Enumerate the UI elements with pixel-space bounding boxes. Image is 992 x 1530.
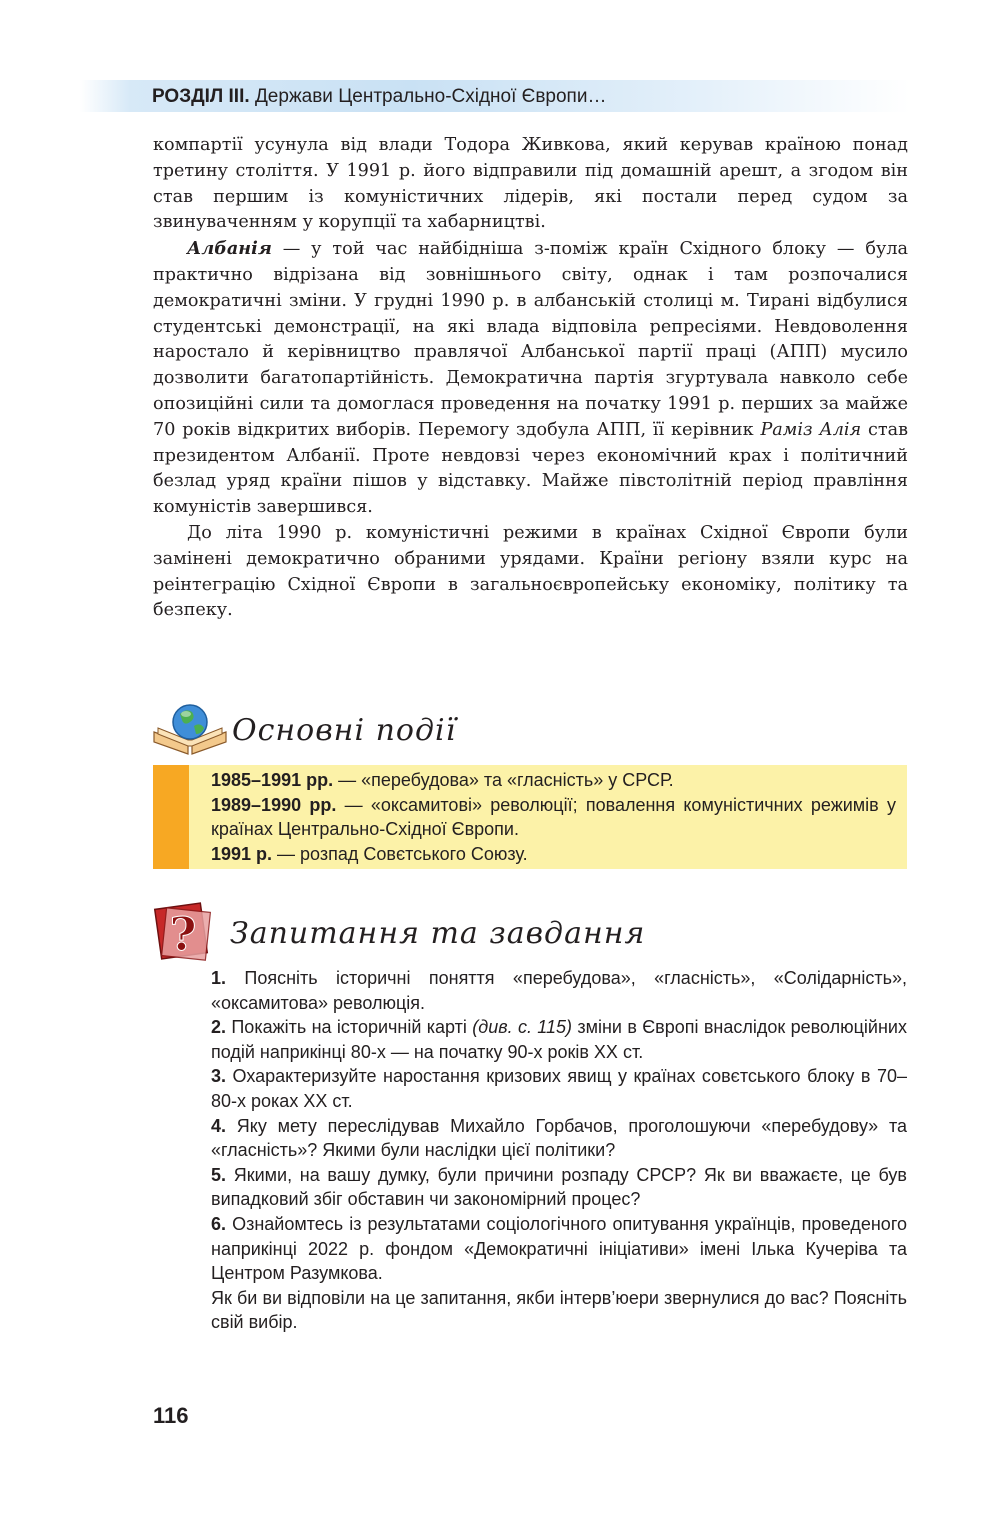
event-item <box>211 768 896 793</box>
question-number: 6. <box>211 1213 227 1234</box>
paragraph-1: компартії усунула від влади Тодора Живкова, який керував країною понад третину століття. У 1991 р. його відправили під домашній арешт, а згодом він став першим із комуністичних лідерів, які постали перед судом за звинуваченням у корупції та хабарництві. <box>153 135 908 233</box>
events-title: Основні події <box>232 713 457 748</box>
term-albania: Албанія <box>187 238 272 260</box>
name-ramiz-alia: Раміз Алія <box>760 419 862 440</box>
question-text: Ознайомтесь із результатами соціологічного опитування українців, проведеного наприкінці 2022 р. фондом «Демократичні ініціативи» імені Ілька Кучеріва та Центром Разумкова. <box>211 1213 907 1284</box>
event-date: 1991 р. <box>211 843 273 864</box>
paragraph-2 <box>153 236 908 521</box>
question-number: 3. <box>211 1066 227 1087</box>
section-title: Держави Центрально-Східної Європи… <box>254 86 607 107</box>
page-number: 116 <box>153 1403 189 1428</box>
question-text: Охарактеризуйте наростання кризових явищ у країнах совєтського блоку в 70–80-х роках ХХ ст. <box>211 1066 907 1111</box>
event-item <box>211 793 896 842</box>
map-reference: (див. с. 115) <box>472 1017 572 1038</box>
event-date: 1989–1990 рр. <box>211 794 337 815</box>
question-item <box>211 1163 907 1212</box>
question-number: 2. <box>211 1017 227 1038</box>
event-text: — розпад Совєтського Союзу. <box>272 843 528 864</box>
question-followup: Як би ви відповіли на це запитання, якби інтерв’юери звернулися до вас? Поясніть свій вибір. <box>211 1287 907 1333</box>
svg-text:?: ? <box>169 907 197 961</box>
question-number: 5. <box>211 1164 227 1185</box>
question-text: Яку мету переслідував Михайло Горбачов, проголошуючи «перебудову» та «гласність»? Якими були наслідки цієї політики? <box>211 1115 907 1161</box>
paragraph-2-text-a: — у той час найбідніша з-поміж країн Східного блоку — була практично відрізана від зовнішнього світу, однак і там розпочалися демократичні зміни. У грудні 1990 р. в албанській столиці м. Тирані відбулися студентські демонстрації, на які влада відповіла репресіями. Невдоволення наростало й керівництво правлячої Албанської партії праці (АПП) мусило дозволити багатопартійність. Демократична партія згуртувала навколо себе опозиційні сили та домоглася проведення на початку 1991 р. перших за майже 70 років відкритих виборів. Перемогу здобула АПП, її керівник <box>153 239 908 440</box>
question-mark-icon <box>152 898 214 966</box>
question-text: Якими, на вашу думку, були причини розпаду СРСР? Як ви вважаєте, це був випадковий збіг обставин чи закономірний процес? <box>211 1164 907 1210</box>
event-date: 1985–1991 рр. <box>211 770 334 790</box>
question-text: Поясніть історичні поняття «перебудова», «гласність», «Солідарність», «оксамитова» революція. <box>211 968 907 1013</box>
question-number: 1. <box>211 968 227 988</box>
event-text: — «перебудова» та «гласність» у СРСР. <box>333 770 674 790</box>
question-item <box>211 1212 907 1286</box>
section-label: РОЗДІЛ III. <box>152 86 250 107</box>
event-text: — «оксамитові» революції; повалення комуністичних режимів у країнах Центрально-Східної Європи. <box>211 794 896 839</box>
open-book-globe-icon <box>150 698 230 758</box>
question-item <box>211 1015 907 1064</box>
question-number: 4. <box>211 1115 227 1136</box>
main-text <box>153 133 908 624</box>
question-text: зміни в Європі внаслідок революційних подій наприкінці 80-х — на початку 90-х років ХХ ст. <box>211 1017 907 1062</box>
question-item <box>211 1064 907 1113</box>
events-list <box>211 768 896 866</box>
paragraph-2-text-b: став президентом Албанії. Проте невдовзі через економічний крах і політичний безлад уряд країни пішов у відставку. Майже півстолітній період правління комуністів завершився. <box>153 419 908 518</box>
event-item <box>211 842 896 867</box>
question-text: Покажіть на історичній карті <box>226 1017 473 1038</box>
question-item <box>211 966 907 1015</box>
running-header <box>152 86 606 108</box>
question-item <box>211 1114 907 1163</box>
questions-title: Запитання та завдання <box>230 916 646 951</box>
events-stripe <box>153 765 189 869</box>
paragraph-3: До літа 1990 р. комуністичні режими в країнах Східної Європи були замінені демократично обраними урядами. Країни регіону взяли курс на реінтеграцію Східної Європи в загальноєвропейську економіку, політику та безпеку. <box>153 522 908 621</box>
questions-list <box>211 966 907 1335</box>
